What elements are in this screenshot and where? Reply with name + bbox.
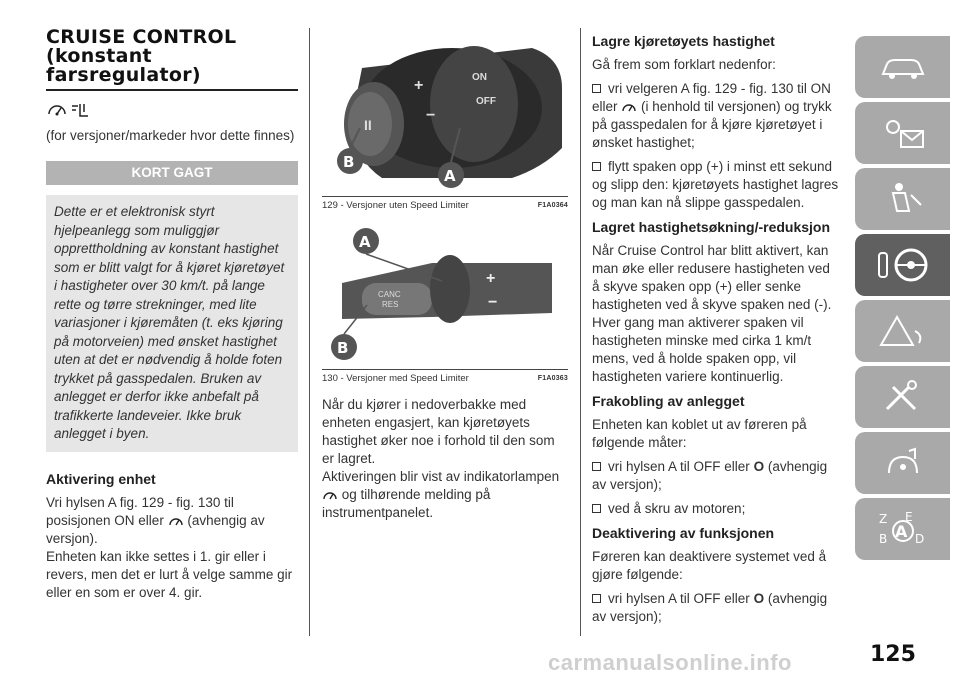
label-a: A xyxy=(359,233,371,251)
heading-activation: Aktivering enhet xyxy=(46,470,156,487)
label-b: B xyxy=(343,153,355,171)
tab-index[interactable] xyxy=(855,498,950,560)
availability-note: (for versjoner/markeder hvor dette finnes) xyxy=(46,128,295,143)
figure-code: F1A0363 xyxy=(537,375,568,382)
disengage-intro: Enheten kan koblet ut av føreren på følgende måter: xyxy=(592,417,807,450)
tab-multimedia[interactable] xyxy=(855,432,950,494)
tab-warning-lights[interactable] xyxy=(855,102,950,164)
tab-tools-service[interactable] xyxy=(855,366,950,428)
off-label: OFF xyxy=(476,96,496,107)
svg-text:−: − xyxy=(488,294,498,311)
section-title xyxy=(46,28,298,85)
heading-deactivate: Deaktivering av funksjonen xyxy=(592,525,775,541)
index-icon xyxy=(875,509,931,549)
downhill-paragraph: Når du kjører i nedoverbakke med enheten engasjert, kan kjøretøyets hastighet øker noe i forhold til den som er lagret. xyxy=(322,397,555,466)
lever-illustration-130 xyxy=(322,221,568,369)
column-3 xyxy=(592,32,840,626)
svg-text:E: E xyxy=(904,510,913,524)
cruise-control-icon xyxy=(168,515,184,528)
svg-text:+: + xyxy=(414,77,424,94)
store-intro: Gå frem som forklart nedenfor: xyxy=(592,57,776,72)
svg-text:A: A xyxy=(894,522,907,541)
speed-limiter-icon xyxy=(70,102,90,118)
list-item: ved å skru av motoren; xyxy=(592,500,840,518)
seat-safety-icon xyxy=(879,181,927,217)
steering-key-icon xyxy=(875,245,931,285)
multimedia-icon xyxy=(879,445,927,481)
info-box: Dette er et elektronisk styrt hjelpeanlegg som muliggjør opprettholdning av konstant hastighet som er blitt valgt for å kjøret kjøretøyet i hastigheter over 30 km/t. på lange rette og tørre strekninger, med lite variasjoner i kjøremåten (t. eks kjøring på motorveien) med ønsket hastighet uten at det er nødvendig å holde foten trykket på gasspedalen. Bruken av anlegget er derfor ikke anbefalt på trafikkerte landeveier. Ikke bruk anlegget i byen. xyxy=(46,195,298,452)
heading-store-speed: Lagre kjøretøyets hastighet xyxy=(592,33,775,49)
title-line-1: CRUISE CONTROL xyxy=(46,26,237,48)
hazard-triangle-icon xyxy=(879,313,927,349)
column-separator xyxy=(309,28,310,636)
watermark: carmanualsonline.info xyxy=(548,650,792,675)
button-ii-label: II xyxy=(364,117,372,133)
svg-text:D: D xyxy=(914,532,924,546)
cruise-control-icon xyxy=(621,101,637,114)
heading-disengage: Frakobling av anlegget xyxy=(592,393,745,409)
car-info-icon xyxy=(879,52,927,82)
caption-text: 130 - Versjoner med Speed Limiter xyxy=(322,373,469,384)
title-line-2: (konstant xyxy=(46,45,152,67)
tab-seat-safety[interactable] xyxy=(855,168,950,230)
tab-steering-key[interactable] xyxy=(855,234,950,296)
list-item: flytt spaken opp (+) i minst ett sekund og slipp den: kjøretøyets hastighet lagres og man kan nå slippe gasspedalen. xyxy=(592,159,839,210)
tab-car-info[interactable] xyxy=(855,36,950,98)
page-number: 125 xyxy=(870,642,916,667)
indicator-text-2: og tilhørende melding på instrumentpanelet. xyxy=(322,487,491,520)
indicator-paragraph xyxy=(322,468,568,522)
tab-hazard[interactable] xyxy=(855,300,950,362)
svg-text:−: − xyxy=(426,107,436,124)
activation-paragraph xyxy=(46,494,298,548)
deactivate-intro: Føreren kan deaktivere systemet ved å gjøre følgende: xyxy=(592,549,827,582)
lever-illustration-129 xyxy=(322,28,568,196)
indicator-text-1: Aktiveringen blir vist av indikatorlampen xyxy=(322,469,560,484)
figure-129 xyxy=(322,28,568,211)
figure-130 xyxy=(322,221,568,384)
tools-service-icon xyxy=(879,379,927,415)
svg-text:+: + xyxy=(486,270,496,287)
activation-text-1: Vri hylsen A fig. 129 - fig. 130 til posisjonen ON eller xyxy=(46,494,234,528)
svg-text:B: B xyxy=(878,532,887,546)
cruise-control-icon xyxy=(322,489,338,502)
column-1 xyxy=(46,28,298,602)
figure-caption xyxy=(322,369,568,384)
bullet-square xyxy=(592,462,601,471)
activation-text-2: (avhengig av versjon). xyxy=(46,512,265,546)
column-2 xyxy=(322,28,568,522)
list-item: vri hylsen A til OFF eller O (avhengig av versjon); xyxy=(592,459,828,492)
list-item: vri velgeren A fig. 129 - fig. 130 til ON eller (i henhold til versjonen) og trykk på gasspedalen for å kjøre kjøretøyet i ønsket hastighet; xyxy=(592,81,832,150)
cruise-symbols xyxy=(46,101,298,119)
figure-caption xyxy=(322,196,568,211)
bullet-square xyxy=(592,162,601,171)
label-a: A xyxy=(444,167,456,185)
figure-code: F1A0364 xyxy=(537,202,568,209)
section-band: KORT GAGT xyxy=(46,161,298,185)
column-separator xyxy=(580,28,581,636)
title-rule xyxy=(46,89,298,91)
adjust-paragraph: Når Cruise Control har blitt aktivert, kan man øke eller redusere hastigheten ved å skyve spaken opp (+) eller senke hastigheten ved å skyve spaken ned (-). Hver gang man aktiverer spaken vil hastigheten minske med cirka 1 km/t mens, ved å holde spaken opp, vil hastigheten variere kontinuerlig. xyxy=(592,243,832,384)
caption-text: 129 - Versjoner uten Speed Limiter xyxy=(322,200,469,211)
bullet-square xyxy=(592,594,601,603)
chapter-tabs xyxy=(855,36,950,564)
bullet-square xyxy=(592,84,601,93)
label-b: B xyxy=(337,339,349,357)
cruise-control-icon xyxy=(46,102,68,118)
warning-lights-icon xyxy=(879,115,927,151)
title-line-3: farsregulator) xyxy=(46,64,201,86)
on-label: ON xyxy=(472,72,487,83)
activation-gear-paragraph: Enheten kan ikke settes i 1. gir eller i revers, men det er lurt å velge samme gir eller en som er over 4. gir. xyxy=(46,548,293,600)
res-label: RES xyxy=(382,300,399,309)
list-item: vri hylsen A til OFF eller O (avhengig av versjon); xyxy=(592,591,828,624)
svg-text:Z: Z xyxy=(878,512,887,526)
bullet-square xyxy=(592,504,601,513)
heading-adjust-speed: Lagret hastighetsøkning/-reduksjon xyxy=(592,219,831,235)
canc-label: CANC xyxy=(378,290,401,299)
